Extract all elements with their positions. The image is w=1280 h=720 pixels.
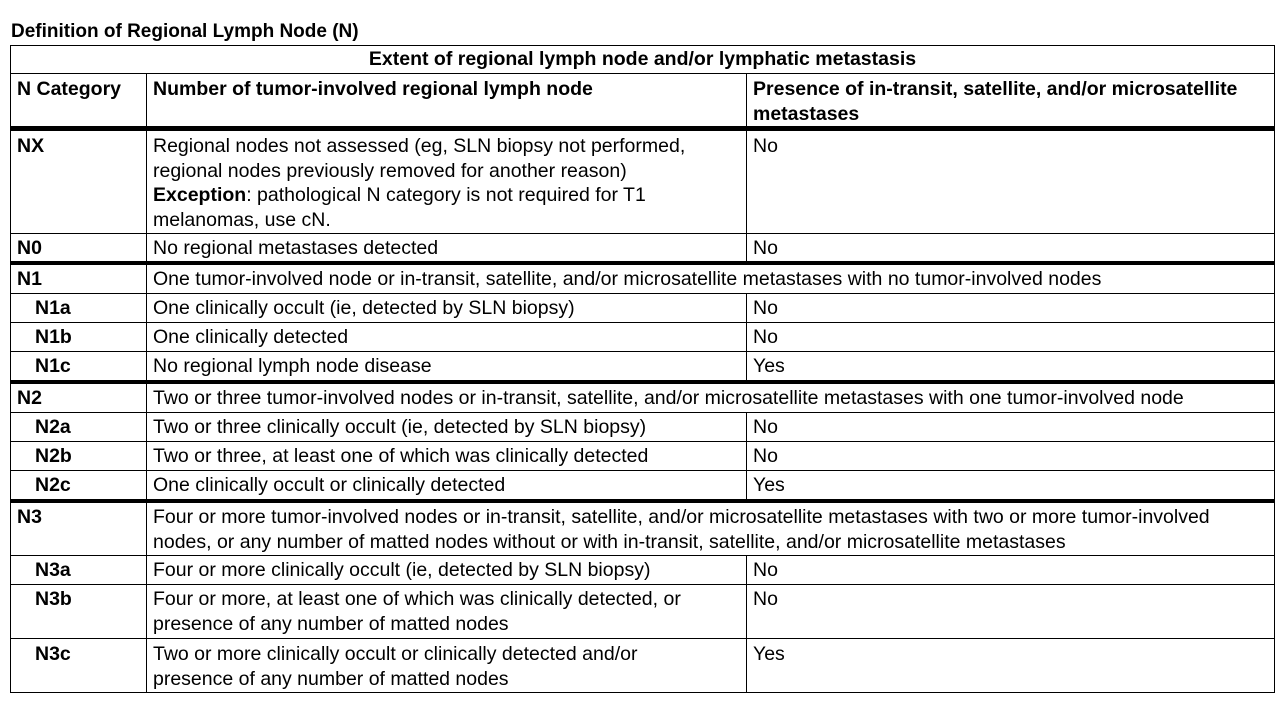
description-line: regional nodes previously removed for another reason) [153, 159, 627, 182]
exception-label: Exception [153, 184, 247, 206]
description-cell: Four or more clinically occult (ie, detected by SLN biopsy) [147, 556, 747, 585]
description-cell: Two or three clinically occult (ie, detected by SLN biopsy) [147, 413, 747, 442]
table-row-n2b [11, 442, 1275, 471]
presence-cell: No [747, 556, 1275, 585]
description-line: Regional nodes not assessed (eg, SLN biopsy not performed, [153, 135, 686, 157]
description-line: Four or more, at least one of which was clinically detected, or [153, 588, 681, 610]
n-category-table [10, 45, 1275, 693]
column-header-presence: Presence of in-transit, satellite, and/or microsatellite metastases [747, 74, 1275, 129]
description-cell: One clinically occult (ie, detected by SLN biopsy) [147, 294, 747, 323]
category-cell: N2a [11, 413, 147, 442]
table-row-n2 [11, 382, 1275, 413]
category-cell: N3b [11, 585, 147, 639]
extent-header-row [11, 46, 1275, 74]
description-cell: No regional metastases detected [147, 234, 747, 264]
description-cell: One clinically occult or clinically detected [147, 471, 747, 502]
presence-cell: Yes [747, 639, 1275, 693]
category-cell: N1b [11, 323, 147, 352]
description-cell [147, 501, 1275, 556]
presence-cell: Yes [747, 352, 1275, 383]
description-cell: One clinically detected [147, 323, 747, 352]
table-row-n3c [11, 639, 1275, 693]
presence-cell: No [747, 442, 1275, 471]
column-header-category: N Category [11, 74, 147, 129]
category-cell: N2b [11, 442, 147, 471]
extent-header: Extent of regional lymph node and/or lymphatic metastasis [11, 46, 1275, 74]
page-title: Definition of Regional Lymph Node (N) [11, 21, 359, 42]
category-cell: N1a [11, 294, 147, 323]
table-row-n2a [11, 413, 1275, 442]
table-row-n3b [11, 585, 1275, 639]
table-row-n3 [11, 501, 1275, 556]
presence-cell: Yes [747, 471, 1275, 502]
table-row-n1c [11, 352, 1275, 383]
presence-cell: No [747, 294, 1275, 323]
table-row-n3a [11, 556, 1275, 585]
presence-cell: No [747, 234, 1275, 264]
category-cell: NX [11, 129, 147, 234]
description-line: presence of any number of matted nodes [153, 667, 509, 690]
category-cell: N1 [11, 263, 147, 294]
category-cell: N2c [11, 471, 147, 502]
description-line: Two or more clinically occult or clinically detected and/or [153, 643, 638, 665]
description-cell: Two or three, at least one of which was clinically detected [147, 442, 747, 471]
description-cell [147, 585, 747, 639]
description-cell: Two or three tumor-involved nodes or in-transit, satellite, and/or microsatellite metastases with one tumor-involved node [147, 382, 1275, 413]
table-row-n2c [11, 471, 1275, 502]
column-header-row [11, 74, 1275, 129]
table-row-n0 [11, 234, 1275, 264]
description-line: Four or more tumor-involved nodes or in-transit, satellite, and/or microsatellite metastases with two or more tumor-involved [153, 506, 1210, 528]
column-header-number: Number of tumor-involved regional lymph node [147, 74, 747, 129]
presence-cell: No [747, 585, 1275, 639]
description-cell: No regional lymph node disease [147, 352, 747, 383]
category-cell: N3c [11, 639, 147, 693]
presence-cell: No [747, 129, 1275, 234]
description-line: presence of any number of matted nodes [153, 612, 509, 635]
description-line: nodes, or any number of matted nodes without or with in-transit, satellite, and/or microsatellite metastases [153, 530, 1066, 553]
description-line: melanomas, use cN. [153, 208, 331, 231]
table-row-n1b [11, 323, 1275, 352]
table-row-n1 [11, 263, 1275, 294]
presence-cell: No [747, 323, 1275, 352]
category-cell: N1c [11, 352, 147, 383]
description-cell [147, 129, 747, 234]
category-cell: N0 [11, 234, 147, 264]
table-row-n1a [11, 294, 1275, 323]
category-cell: N2 [11, 382, 147, 413]
description-cell [147, 639, 747, 693]
category-cell: N3 [11, 501, 147, 556]
exception-note [153, 183, 740, 208]
exception-text: : pathological N category is not required for T1 [246, 184, 646, 206]
table-row-nx [11, 129, 1275, 234]
presence-cell: No [747, 413, 1275, 442]
category-cell: N3a [11, 556, 147, 585]
description-cell: One tumor-involved node or in-transit, satellite, and/or microsatellite metastases with no tumor-involved nodes [147, 263, 1275, 294]
